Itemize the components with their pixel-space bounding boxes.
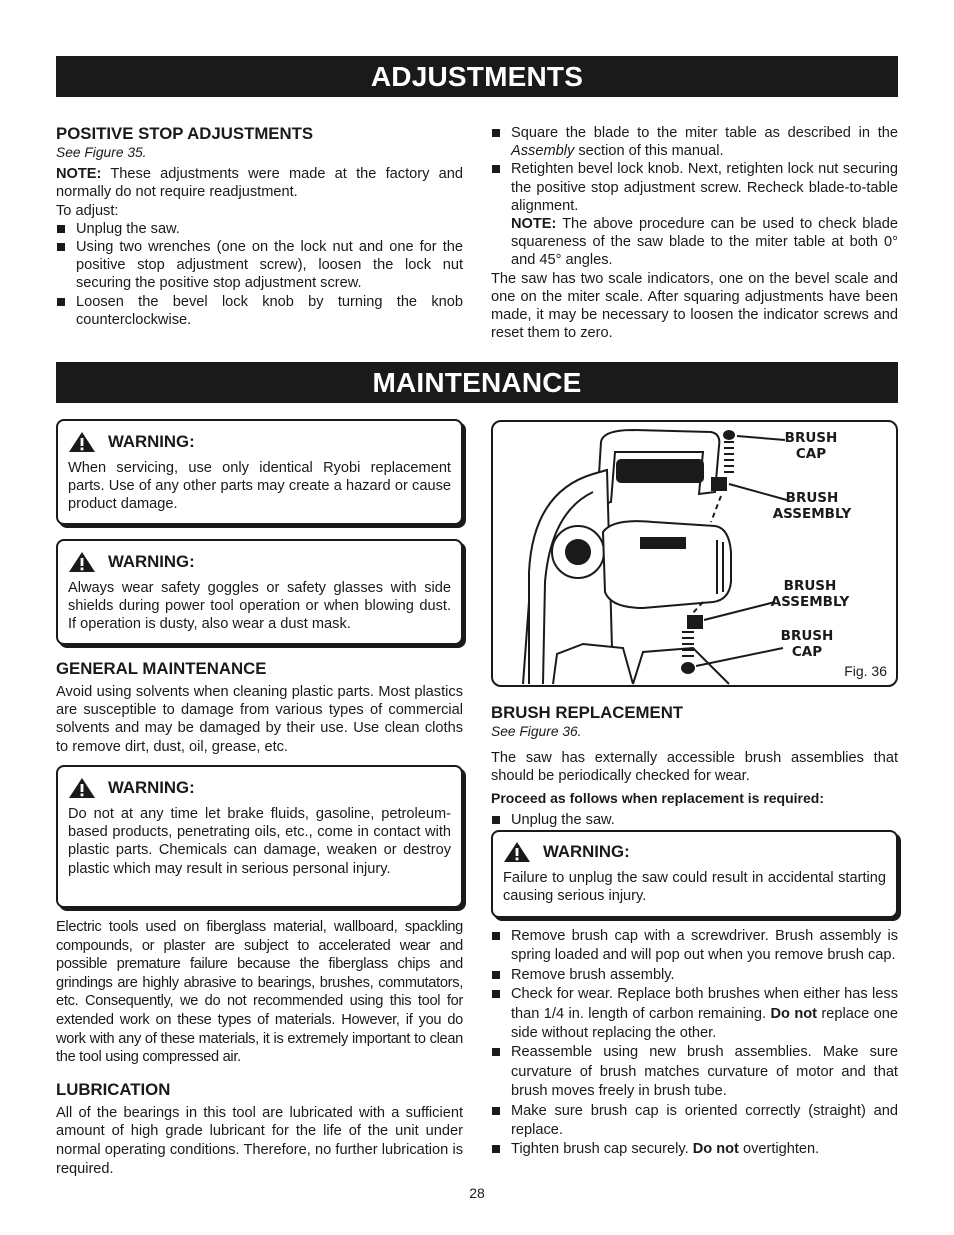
warning-box-chemicals	[56, 765, 463, 908]
warning-title: WARNING:	[108, 431, 195, 451]
blade-note	[491, 215, 898, 270]
list-item: Remove brush assembly.	[491, 966, 898, 985]
warning-text: Always wear safety goggles or safety glasses with side shields during power tool operation or when blowing dust. If operation is dusty, also wear a dust mask.	[68, 580, 451, 633]
list-item	[491, 1140, 898, 1159]
warning-box-goggles	[56, 539, 463, 645]
general-maintenance-heading: GENERAL MAINTENANCE	[56, 659, 267, 678]
warning-text: Failure to unplug the saw could result in accidental starting causing serious injury.	[503, 870, 886, 905]
warning-box-unplug	[491, 830, 898, 918]
warning-header	[503, 841, 886, 863]
list-item	[491, 985, 898, 1043]
see-figure-36: See Figure 36.	[491, 724, 582, 739]
adjust-steps-continued	[491, 124, 898, 215]
warning-header	[68, 777, 451, 799]
label-brush-assembly-top: BRUSH ASSEMBLY	[772, 490, 852, 522]
brush-steps-section	[491, 927, 898, 1160]
positive-stop-section	[56, 124, 463, 329]
step-text: Retighten bevel lock knob. Next, retighten lock nut securing the positive stop adjustment screw. Recheck blade-to-table alignment.	[511, 161, 898, 214]
general-maintenance-section	[56, 659, 463, 756]
warning-text: Do not at any time let brake fluids, gasoline, petroleum-based products, penetrating oils, etc., come in contact with plastic parts. Chemicals can damage, weaken or destroy plastic which may result in serious personal injury.	[68, 806, 451, 877]
general-maintenance-text: Avoid using solvents when cleaning plastic parts. Most plastics are susceptible to damage from various types of commercial solvents and may be damaged by their use. Use clean cloths to remove dirt, dust, oil, grease, etc.	[56, 684, 463, 755]
lubrication-heading: LUBRICATION	[56, 1079, 171, 1099]
note-text: The above procedure can be used to check blade squareness of the saw blade to the miter table at both 0° and 45° angles.	[511, 216, 898, 269]
brush-pre-steps	[491, 811, 898, 829]
emphasis: Do not	[692, 1141, 739, 1158]
warning-title: WARNING:	[543, 841, 630, 861]
step-text: Square the blade to the miter table as described in the	[511, 125, 898, 141]
warning-triangle-icon	[68, 551, 96, 573]
lubrication-text: All of the bearings in this tool are lubricated with a sufficient amount of high grade lubricant for the life of the unit under normal operating conditions. Therefore, no further lubrication is required.	[56, 1104, 463, 1177]
warning-triangle-icon	[503, 841, 531, 863]
adjust-steps	[56, 220, 463, 329]
brush-steps	[491, 927, 898, 1160]
list-item: Remove brush cap with a screwdriver. Brush assembly is spring loaded and will pop out when you remove brush cap.	[491, 927, 898, 966]
label-brush-assembly-bottom: BRUSH ASSEMBLY	[770, 578, 850, 610]
positive-stop-heading: POSITIVE STOP ADJUSTMENTS	[56, 124, 314, 143]
emphasis: Do not	[770, 1005, 818, 1022]
warning-title: WARNING:	[108, 777, 195, 797]
step-text: section of this manual.	[574, 143, 724, 160]
list-item: Unplug the saw.	[491, 811, 898, 829]
figure-36	[491, 420, 898, 687]
proceed-label: Proceed as follows when replacement is required:	[491, 789, 824, 806]
step-text: replace one side without replacing the other.	[511, 1005, 898, 1042]
step-text: overtighten.	[738, 1141, 820, 1158]
warning-header	[68, 551, 451, 573]
factory-note	[56, 165, 463, 201]
list-item	[491, 160, 898, 215]
list-item: Using two wrenches (one on the lock nut and one for the positive stop adjustment screw), loosen the lock nut securing the positive stop adjustment screw.	[56, 238, 463, 293]
warning-triangle-icon	[68, 431, 96, 453]
see-figure-35: See Figure 35.	[56, 145, 147, 160]
warning-text: When servicing, use only identical Ryobi replacement parts. Use of any other parts may create a hazard or cause product damage.	[68, 460, 451, 513]
page-number: 28	[469, 1185, 485, 1201]
warning-triangle-icon	[68, 777, 96, 799]
scale-indicators-para: The saw has two scale indicators, one on the bevel scale and one on the miter scale. After squaring adjustments have been made, it may be necessary to loosen the indicator screws and reset them to zero.	[491, 270, 898, 342]
brush-intro: The saw has externally accessible brush assemblies that should be periodically checked for wear.	[491, 750, 898, 785]
list-item: Loosen the bevel lock knob by turning the knob counterclockwise.	[56, 293, 463, 329]
list-item: Unplug the saw.	[56, 220, 463, 238]
adjustments-banner: ADJUSTMENTS	[56, 56, 898, 97]
list-item: Reassemble using new brush assemblies. Make sure curvature of brush matches curvature of motor and that brush moves freely in brush tube.	[491, 1043, 898, 1101]
assembly-ref: Assembly	[511, 143, 575, 160]
warning-header	[68, 431, 451, 453]
fiberglass-section	[56, 918, 463, 1178]
fiberglass-para: Electric tools used on fiberglass material, wallboard, spackling compounds, or plaster are subject to accelerated wear and possible premature failure because the fiberglass chips and grindings are highly abrasive to bearings, brushes, commutators, etc. Consequently, we do not recommended using this tool for extended work on these types of materials. However, if you do work with any of these materials, it is extremely important to clean the tool using compressed air.	[56, 919, 463, 1066]
note-text: These adjustments were made at the factory and normally do not require readjustment.	[56, 166, 463, 201]
warning-box-parts	[56, 419, 463, 525]
brush-replacement-section	[491, 703, 898, 829]
note-label: NOTE:	[56, 166, 102, 183]
step-text: Tighten brush cap securely.	[511, 1141, 693, 1158]
step-text: Check for wear. Replace both brushes when either has less than 1/4 in. length of carbon remaining.	[511, 986, 898, 1022]
label-brush-cap-top: BRUSH CAP	[784, 430, 838, 462]
adjustments-continued	[491, 124, 898, 342]
label-brush-cap-bottom: BRUSH CAP	[780, 628, 834, 660]
note-label: NOTE:	[511, 216, 557, 233]
to-adjust-label: To adjust:	[56, 202, 119, 219]
brush-replacement-heading: BRUSH REPLACEMENT	[491, 703, 684, 722]
list-item	[491, 124, 898, 160]
list-item: Make sure brush cap is oriented correctly (straight) and replace.	[491, 1102, 898, 1141]
warning-title: WARNING:	[108, 551, 195, 571]
figure-caption: Fig. 36	[844, 663, 887, 679]
maintenance-banner: MAINTENANCE	[56, 362, 898, 403]
